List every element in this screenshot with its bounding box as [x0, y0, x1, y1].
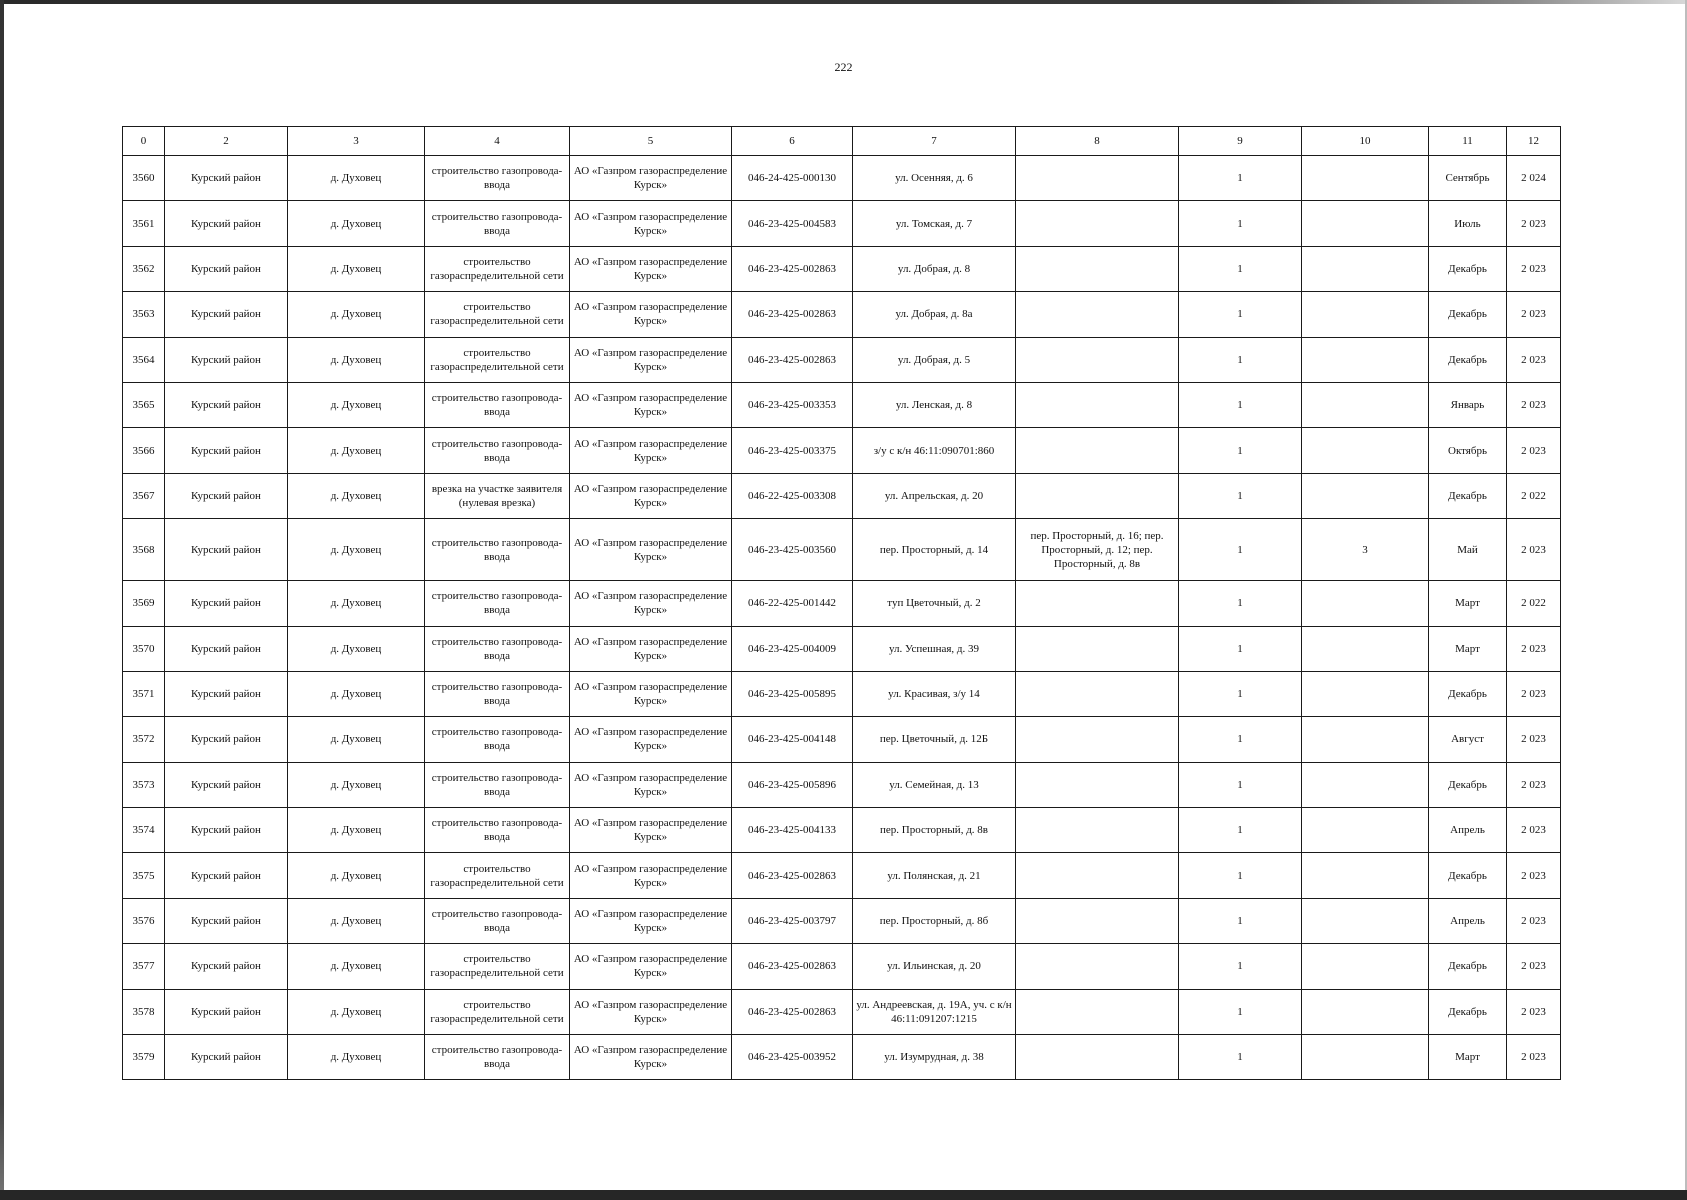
row-number: 3560 — [123, 156, 165, 201]
village-cell: д. Духовец — [288, 1035, 425, 1080]
village-cell: д. Духовец — [288, 762, 425, 807]
additional-addresses-cell — [1016, 581, 1179, 626]
additional-addresses-cell — [1016, 337, 1179, 382]
table-row — [123, 156, 1561, 201]
organization-cell: АО «Газпром газораспределение Курск» — [570, 808, 732, 853]
district-cell: Курский район — [165, 382, 288, 427]
column-10-cell — [1302, 989, 1429, 1034]
count-cell: 1 — [1179, 246, 1302, 291]
header-cell: 7 — [853, 127, 1016, 156]
column-10-cell — [1302, 473, 1429, 518]
header-cell: 5 — [570, 127, 732, 156]
table-row — [123, 626, 1561, 671]
page-number: 222 — [834, 60, 853, 74]
organization-cell: АО «Газпром газораспределение Курск» — [570, 428, 732, 473]
month-cell: Декабрь — [1429, 762, 1507, 807]
table-row — [123, 519, 1561, 581]
organization-cell: АО «Газпром газораспределение Курск» — [570, 717, 732, 762]
organization-cell: АО «Газпром газораспределение Курск» — [570, 519, 732, 581]
work-type-cell: строительство газопровода-ввода — [425, 626, 570, 671]
row-number: 3571 — [123, 671, 165, 716]
row-number: 3578 — [123, 989, 165, 1034]
month-cell: Декабрь — [1429, 292, 1507, 337]
month-cell: Декабрь — [1429, 671, 1507, 716]
row-number: 3564 — [123, 337, 165, 382]
column-10-cell — [1302, 382, 1429, 427]
address-cell: ул. Томская, д. 7 — [853, 201, 1016, 246]
table-row — [123, 201, 1561, 246]
table-row — [123, 853, 1561, 898]
village-cell: д. Духовец — [288, 473, 425, 518]
work-type-cell: строительство газопровода-ввода — [425, 581, 570, 626]
address-cell: ул. Красивая, з/у 14 — [853, 671, 1016, 716]
application-code-cell: 046-23-425-004583 — [732, 201, 853, 246]
application-code-cell: 046-23-425-004009 — [732, 626, 853, 671]
table-row — [123, 581, 1561, 626]
application-code-cell: 046-23-425-003353 — [732, 382, 853, 427]
count-cell: 1 — [1179, 853, 1302, 898]
count-cell: 1 — [1179, 717, 1302, 762]
month-cell: Октябрь — [1429, 428, 1507, 473]
address-cell: пер. Просторный, д. 8в — [853, 808, 1016, 853]
district-cell: Курский район — [165, 898, 288, 943]
additional-addresses-cell — [1016, 762, 1179, 807]
year-cell: 2 022 — [1507, 581, 1561, 626]
registry-table — [122, 126, 1561, 1080]
month-cell: Апрель — [1429, 808, 1507, 853]
organization-cell: АО «Газпром газораспределение Курск» — [570, 292, 732, 337]
organization-cell: АО «Газпром газораспределение Курск» — [570, 382, 732, 427]
organization-cell: АО «Газпром газораспределение Курск» — [570, 944, 732, 989]
year-cell: 2 022 — [1507, 473, 1561, 518]
organization-cell: АО «Газпром газораспределение Курск» — [570, 473, 732, 518]
village-cell: д. Духовец — [288, 382, 425, 427]
additional-addresses-cell — [1016, 853, 1179, 898]
application-code-cell: 046-23-425-005896 — [732, 762, 853, 807]
application-code-cell: 046-23-425-004148 — [732, 717, 853, 762]
column-10-cell — [1302, 853, 1429, 898]
district-cell: Курский район — [165, 762, 288, 807]
village-cell: д. Духовец — [288, 717, 425, 762]
row-number: 3572 — [123, 717, 165, 762]
column-10-cell — [1302, 428, 1429, 473]
month-cell: Декабрь — [1429, 337, 1507, 382]
work-type-cell: строительство газораспределительной сети — [425, 853, 570, 898]
column-10-cell — [1302, 944, 1429, 989]
village-cell: д. Духовец — [288, 519, 425, 581]
address-cell: ул. Семейная, д. 13 — [853, 762, 1016, 807]
month-cell: Март — [1429, 581, 1507, 626]
table-row — [123, 808, 1561, 853]
village-cell: д. Духовец — [288, 989, 425, 1034]
row-number: 3562 — [123, 246, 165, 291]
scan-edge-bottom — [0, 1190, 1687, 1200]
village-cell: д. Духовец — [288, 671, 425, 716]
district-cell: Курский район — [165, 156, 288, 201]
village-cell: д. Духовец — [288, 898, 425, 943]
row-number: 3569 — [123, 581, 165, 626]
additional-addresses-cell — [1016, 1035, 1179, 1080]
scan-edge-top — [0, 0, 1687, 4]
district-cell: Курский район — [165, 989, 288, 1034]
additional-addresses-cell — [1016, 382, 1179, 427]
year-cell: 2 023 — [1507, 898, 1561, 943]
table-row — [123, 898, 1561, 943]
year-cell: 2 023 — [1507, 853, 1561, 898]
month-cell: Декабрь — [1429, 246, 1507, 291]
column-10-cell — [1302, 201, 1429, 246]
address-cell: ул. Ленская, д. 8 — [853, 382, 1016, 427]
row-number: 3568 — [123, 519, 165, 581]
header-cell: 3 — [288, 127, 425, 156]
count-cell: 1 — [1179, 1035, 1302, 1080]
additional-addresses-cell — [1016, 898, 1179, 943]
district-cell: Курский район — [165, 853, 288, 898]
month-cell: Сентябрь — [1429, 156, 1507, 201]
header-cell: 2 — [165, 127, 288, 156]
table-row — [123, 1035, 1561, 1080]
column-10-cell — [1302, 1035, 1429, 1080]
month-cell: Январь — [1429, 382, 1507, 427]
application-code-cell: 046-23-425-003560 — [732, 519, 853, 581]
work-type-cell: строительство газораспределительной сети — [425, 337, 570, 382]
address-cell: ул. Андреевская, д. 19А, уч. с к/н 46:11:091207:1215 — [853, 989, 1016, 1034]
application-code-cell: 046-23-425-003797 — [732, 898, 853, 943]
work-type-cell: строительство газораспределительной сети — [425, 989, 570, 1034]
column-10-cell — [1302, 898, 1429, 943]
table-row — [123, 989, 1561, 1034]
header-cell: 8 — [1016, 127, 1179, 156]
village-cell: д. Духовец — [288, 626, 425, 671]
village-cell: д. Духовец — [288, 808, 425, 853]
application-code-cell: 046-23-425-005895 — [732, 671, 853, 716]
year-cell: 2 023 — [1507, 337, 1561, 382]
header-cell: 11 — [1429, 127, 1507, 156]
application-code-cell: 046-23-425-002863 — [732, 337, 853, 382]
additional-addresses-cell — [1016, 292, 1179, 337]
count-cell: 1 — [1179, 382, 1302, 427]
column-10-cell: 3 — [1302, 519, 1429, 581]
count-cell: 1 — [1179, 292, 1302, 337]
organization-cell: АО «Газпром газораспределение Курск» — [570, 671, 732, 716]
column-10-cell — [1302, 292, 1429, 337]
additional-addresses-cell — [1016, 156, 1179, 201]
work-type-cell: врезка на участке заявителя (нулевая врезка) — [425, 473, 570, 518]
address-cell: пер. Просторный, д. 14 — [853, 519, 1016, 581]
count-cell: 1 — [1179, 581, 1302, 626]
organization-cell: АО «Газпром газораспределение Курск» — [570, 898, 732, 943]
district-cell: Курский район — [165, 581, 288, 626]
organization-cell: АО «Газпром газораспределение Курск» — [570, 853, 732, 898]
organization-cell: АО «Газпром газораспределение Курск» — [570, 581, 732, 626]
district-cell: Курский район — [165, 944, 288, 989]
year-cell: 2 023 — [1507, 1035, 1561, 1080]
organization-cell: АО «Газпром газораспределение Курск» — [570, 1035, 732, 1080]
address-cell: ул. Изумрудная, д. 38 — [853, 1035, 1016, 1080]
count-cell: 1 — [1179, 762, 1302, 807]
village-cell: д. Духовец — [288, 853, 425, 898]
district-cell: Курский район — [165, 626, 288, 671]
count-cell: 1 — [1179, 473, 1302, 518]
row-number: 3565 — [123, 382, 165, 427]
year-cell: 2 023 — [1507, 671, 1561, 716]
row-number: 3566 — [123, 428, 165, 473]
address-cell: ул. Полянская, д. 21 — [853, 853, 1016, 898]
address-cell: ул. Осенняя, д. 6 — [853, 156, 1016, 201]
address-cell: пер. Цветочный, д. 12Б — [853, 717, 1016, 762]
additional-addresses-cell — [1016, 473, 1179, 518]
table-row — [123, 292, 1561, 337]
column-10-cell — [1302, 337, 1429, 382]
district-cell: Курский район — [165, 337, 288, 382]
district-cell: Курский район — [165, 808, 288, 853]
month-cell: Июль — [1429, 201, 1507, 246]
organization-cell: АО «Газпром газораспределение Курск» — [570, 626, 732, 671]
count-cell: 1 — [1179, 428, 1302, 473]
additional-addresses-cell — [1016, 944, 1179, 989]
row-number: 3575 — [123, 853, 165, 898]
work-type-cell: строительство газопровода-ввода — [425, 156, 570, 201]
month-cell: Апрель — [1429, 898, 1507, 943]
header-cell: 10 — [1302, 127, 1429, 156]
additional-addresses-cell — [1016, 428, 1179, 473]
row-number: 3577 — [123, 944, 165, 989]
row-number: 3576 — [123, 898, 165, 943]
year-cell: 2 023 — [1507, 989, 1561, 1034]
row-number: 3573 — [123, 762, 165, 807]
village-cell: д. Духовец — [288, 337, 425, 382]
header-cell: 9 — [1179, 127, 1302, 156]
work-type-cell: строительство газопровода-ввода — [425, 201, 570, 246]
year-cell: 2 023 — [1507, 626, 1561, 671]
column-10-cell — [1302, 717, 1429, 762]
year-cell: 2 023 — [1507, 808, 1561, 853]
organization-cell: АО «Газпром газораспределение Курск» — [570, 156, 732, 201]
application-code-cell: 046-23-425-002863 — [732, 989, 853, 1034]
address-cell: з/у с к/н 46:11:090701:860 — [853, 428, 1016, 473]
district-cell: Курский район — [165, 246, 288, 291]
table-row — [123, 671, 1561, 716]
year-cell: 2 023 — [1507, 762, 1561, 807]
work-type-cell: строительство газопровода-ввода — [425, 898, 570, 943]
count-cell: 1 — [1179, 201, 1302, 246]
work-type-cell: строительство газопровода-ввода — [425, 762, 570, 807]
scan-edge-left — [0, 0, 4, 1200]
year-cell: 2 023 — [1507, 944, 1561, 989]
year-cell: 2 024 — [1507, 156, 1561, 201]
district-cell: Курский район — [165, 428, 288, 473]
village-cell: д. Духовец — [288, 156, 425, 201]
application-code-cell: 046-23-425-002863 — [732, 292, 853, 337]
month-cell: Август — [1429, 717, 1507, 762]
header-cell: 0 — [123, 127, 165, 156]
additional-addresses-cell — [1016, 626, 1179, 671]
organization-cell: АО «Газпром газораспределение Курск» — [570, 337, 732, 382]
work-type-cell: строительство газораспределительной сети — [425, 944, 570, 989]
application-code-cell: 046-23-425-004133 — [732, 808, 853, 853]
village-cell: д. Духовец — [288, 428, 425, 473]
month-cell: Март — [1429, 626, 1507, 671]
work-type-cell: строительство газопровода-ввода — [425, 671, 570, 716]
table-row — [123, 246, 1561, 291]
count-cell: 1 — [1179, 898, 1302, 943]
additional-addresses-cell: пер. Просторный, д. 16; пер. Просторный, д. 12; пер. Просторный, д. 8в — [1016, 519, 1179, 581]
row-number: 3570 — [123, 626, 165, 671]
district-cell: Курский район — [165, 717, 288, 762]
application-code-cell: 046-23-425-002863 — [732, 944, 853, 989]
count-cell: 1 — [1179, 671, 1302, 716]
month-cell: Декабрь — [1429, 473, 1507, 518]
header-cell: 4 — [425, 127, 570, 156]
year-cell: 2 023 — [1507, 428, 1561, 473]
table-row — [123, 762, 1561, 807]
address-cell: ул. Добрая, д. 8 — [853, 246, 1016, 291]
additional-addresses-cell — [1016, 808, 1179, 853]
year-cell: 2 023 — [1507, 382, 1561, 427]
village-cell: д. Духовец — [288, 944, 425, 989]
table-row — [123, 337, 1561, 382]
additional-addresses-cell — [1016, 246, 1179, 291]
count-cell: 1 — [1179, 808, 1302, 853]
village-cell: д. Духовец — [288, 581, 425, 626]
row-number: 3574 — [123, 808, 165, 853]
organization-cell: АО «Газпром газораспределение Курск» — [570, 201, 732, 246]
column-10-cell — [1302, 671, 1429, 716]
count-cell: 1 — [1179, 156, 1302, 201]
month-cell: Декабрь — [1429, 853, 1507, 898]
table-row — [123, 473, 1561, 518]
address-cell: ул. Ильинская, д. 20 — [853, 944, 1016, 989]
work-type-cell: строительство газораспределительной сети — [425, 292, 570, 337]
work-type-cell: строительство газопровода-ввода — [425, 519, 570, 581]
month-cell: Декабрь — [1429, 989, 1507, 1034]
village-cell: д. Духовец — [288, 246, 425, 291]
month-cell: Май — [1429, 519, 1507, 581]
village-cell: д. Духовец — [288, 292, 425, 337]
year-cell: 2 023 — [1507, 246, 1561, 291]
work-type-cell: строительство газопровода-ввода — [425, 808, 570, 853]
additional-addresses-cell — [1016, 201, 1179, 246]
address-cell: туп Цветочный, д. 2 — [853, 581, 1016, 626]
additional-addresses-cell — [1016, 717, 1179, 762]
year-cell: 2 023 — [1507, 201, 1561, 246]
work-type-cell: строительство газопровода-ввода — [425, 1035, 570, 1080]
row-number: 3561 — [123, 201, 165, 246]
count-cell: 1 — [1179, 626, 1302, 671]
column-10-cell — [1302, 762, 1429, 807]
column-10-cell — [1302, 246, 1429, 291]
header-row — [123, 127, 1561, 156]
column-10-cell — [1302, 156, 1429, 201]
application-code-cell: 046-23-425-003375 — [732, 428, 853, 473]
application-code-cell: 046-23-425-002863 — [732, 246, 853, 291]
column-10-cell — [1302, 581, 1429, 626]
row-number: 3563 — [123, 292, 165, 337]
address-cell: ул. Апрельская, д. 20 — [853, 473, 1016, 518]
district-cell: Курский район — [165, 292, 288, 337]
year-cell: 2 023 — [1507, 292, 1561, 337]
additional-addresses-cell — [1016, 671, 1179, 716]
district-cell: Курский район — [165, 1035, 288, 1080]
column-10-cell — [1302, 808, 1429, 853]
application-code-cell: 046-22-425-001442 — [732, 581, 853, 626]
year-cell: 2 023 — [1507, 519, 1561, 581]
district-cell: Курский район — [165, 201, 288, 246]
header-cell: 6 — [732, 127, 853, 156]
district-cell: Курский район — [165, 519, 288, 581]
application-code-cell: 046-24-425-000130 — [732, 156, 853, 201]
work-type-cell: строительство газопровода-ввода — [425, 428, 570, 473]
month-cell: Март — [1429, 1035, 1507, 1080]
table-row — [123, 717, 1561, 762]
address-cell: пер. Просторный, д. 8б — [853, 898, 1016, 943]
organization-cell: АО «Газпром газораспределение Курск» — [570, 762, 732, 807]
column-10-cell — [1302, 626, 1429, 671]
work-type-cell: строительство газопровода-ввода — [425, 717, 570, 762]
month-cell: Декабрь — [1429, 944, 1507, 989]
district-cell: Курский район — [165, 473, 288, 518]
count-cell: 1 — [1179, 337, 1302, 382]
table-row — [123, 382, 1561, 427]
row-number: 3567 — [123, 473, 165, 518]
organization-cell: АО «Газпром газораспределение Курск» — [570, 246, 732, 291]
application-code-cell: 046-22-425-003308 — [732, 473, 853, 518]
application-code-cell: 046-23-425-003952 — [732, 1035, 853, 1080]
table-row — [123, 944, 1561, 989]
count-cell: 1 — [1179, 989, 1302, 1034]
village-cell: д. Духовец — [288, 201, 425, 246]
work-type-cell: строительство газопровода-ввода — [425, 382, 570, 427]
organization-cell: АО «Газпром газораспределение Курск» — [570, 989, 732, 1034]
year-cell: 2 023 — [1507, 717, 1561, 762]
application-code-cell: 046-23-425-002863 — [732, 853, 853, 898]
additional-addresses-cell — [1016, 989, 1179, 1034]
table-row — [123, 428, 1561, 473]
header-cell: 12 — [1507, 127, 1561, 156]
count-cell: 1 — [1179, 944, 1302, 989]
district-cell: Курский район — [165, 671, 288, 716]
row-number: 3579 — [123, 1035, 165, 1080]
work-type-cell: строительство газораспределительной сети — [425, 246, 570, 291]
address-cell: ул. Добрая, д. 5 — [853, 337, 1016, 382]
count-cell: 1 — [1179, 519, 1302, 581]
address-cell: ул. Добрая, д. 8а — [853, 292, 1016, 337]
address-cell: ул. Успешная, д. 39 — [853, 626, 1016, 671]
